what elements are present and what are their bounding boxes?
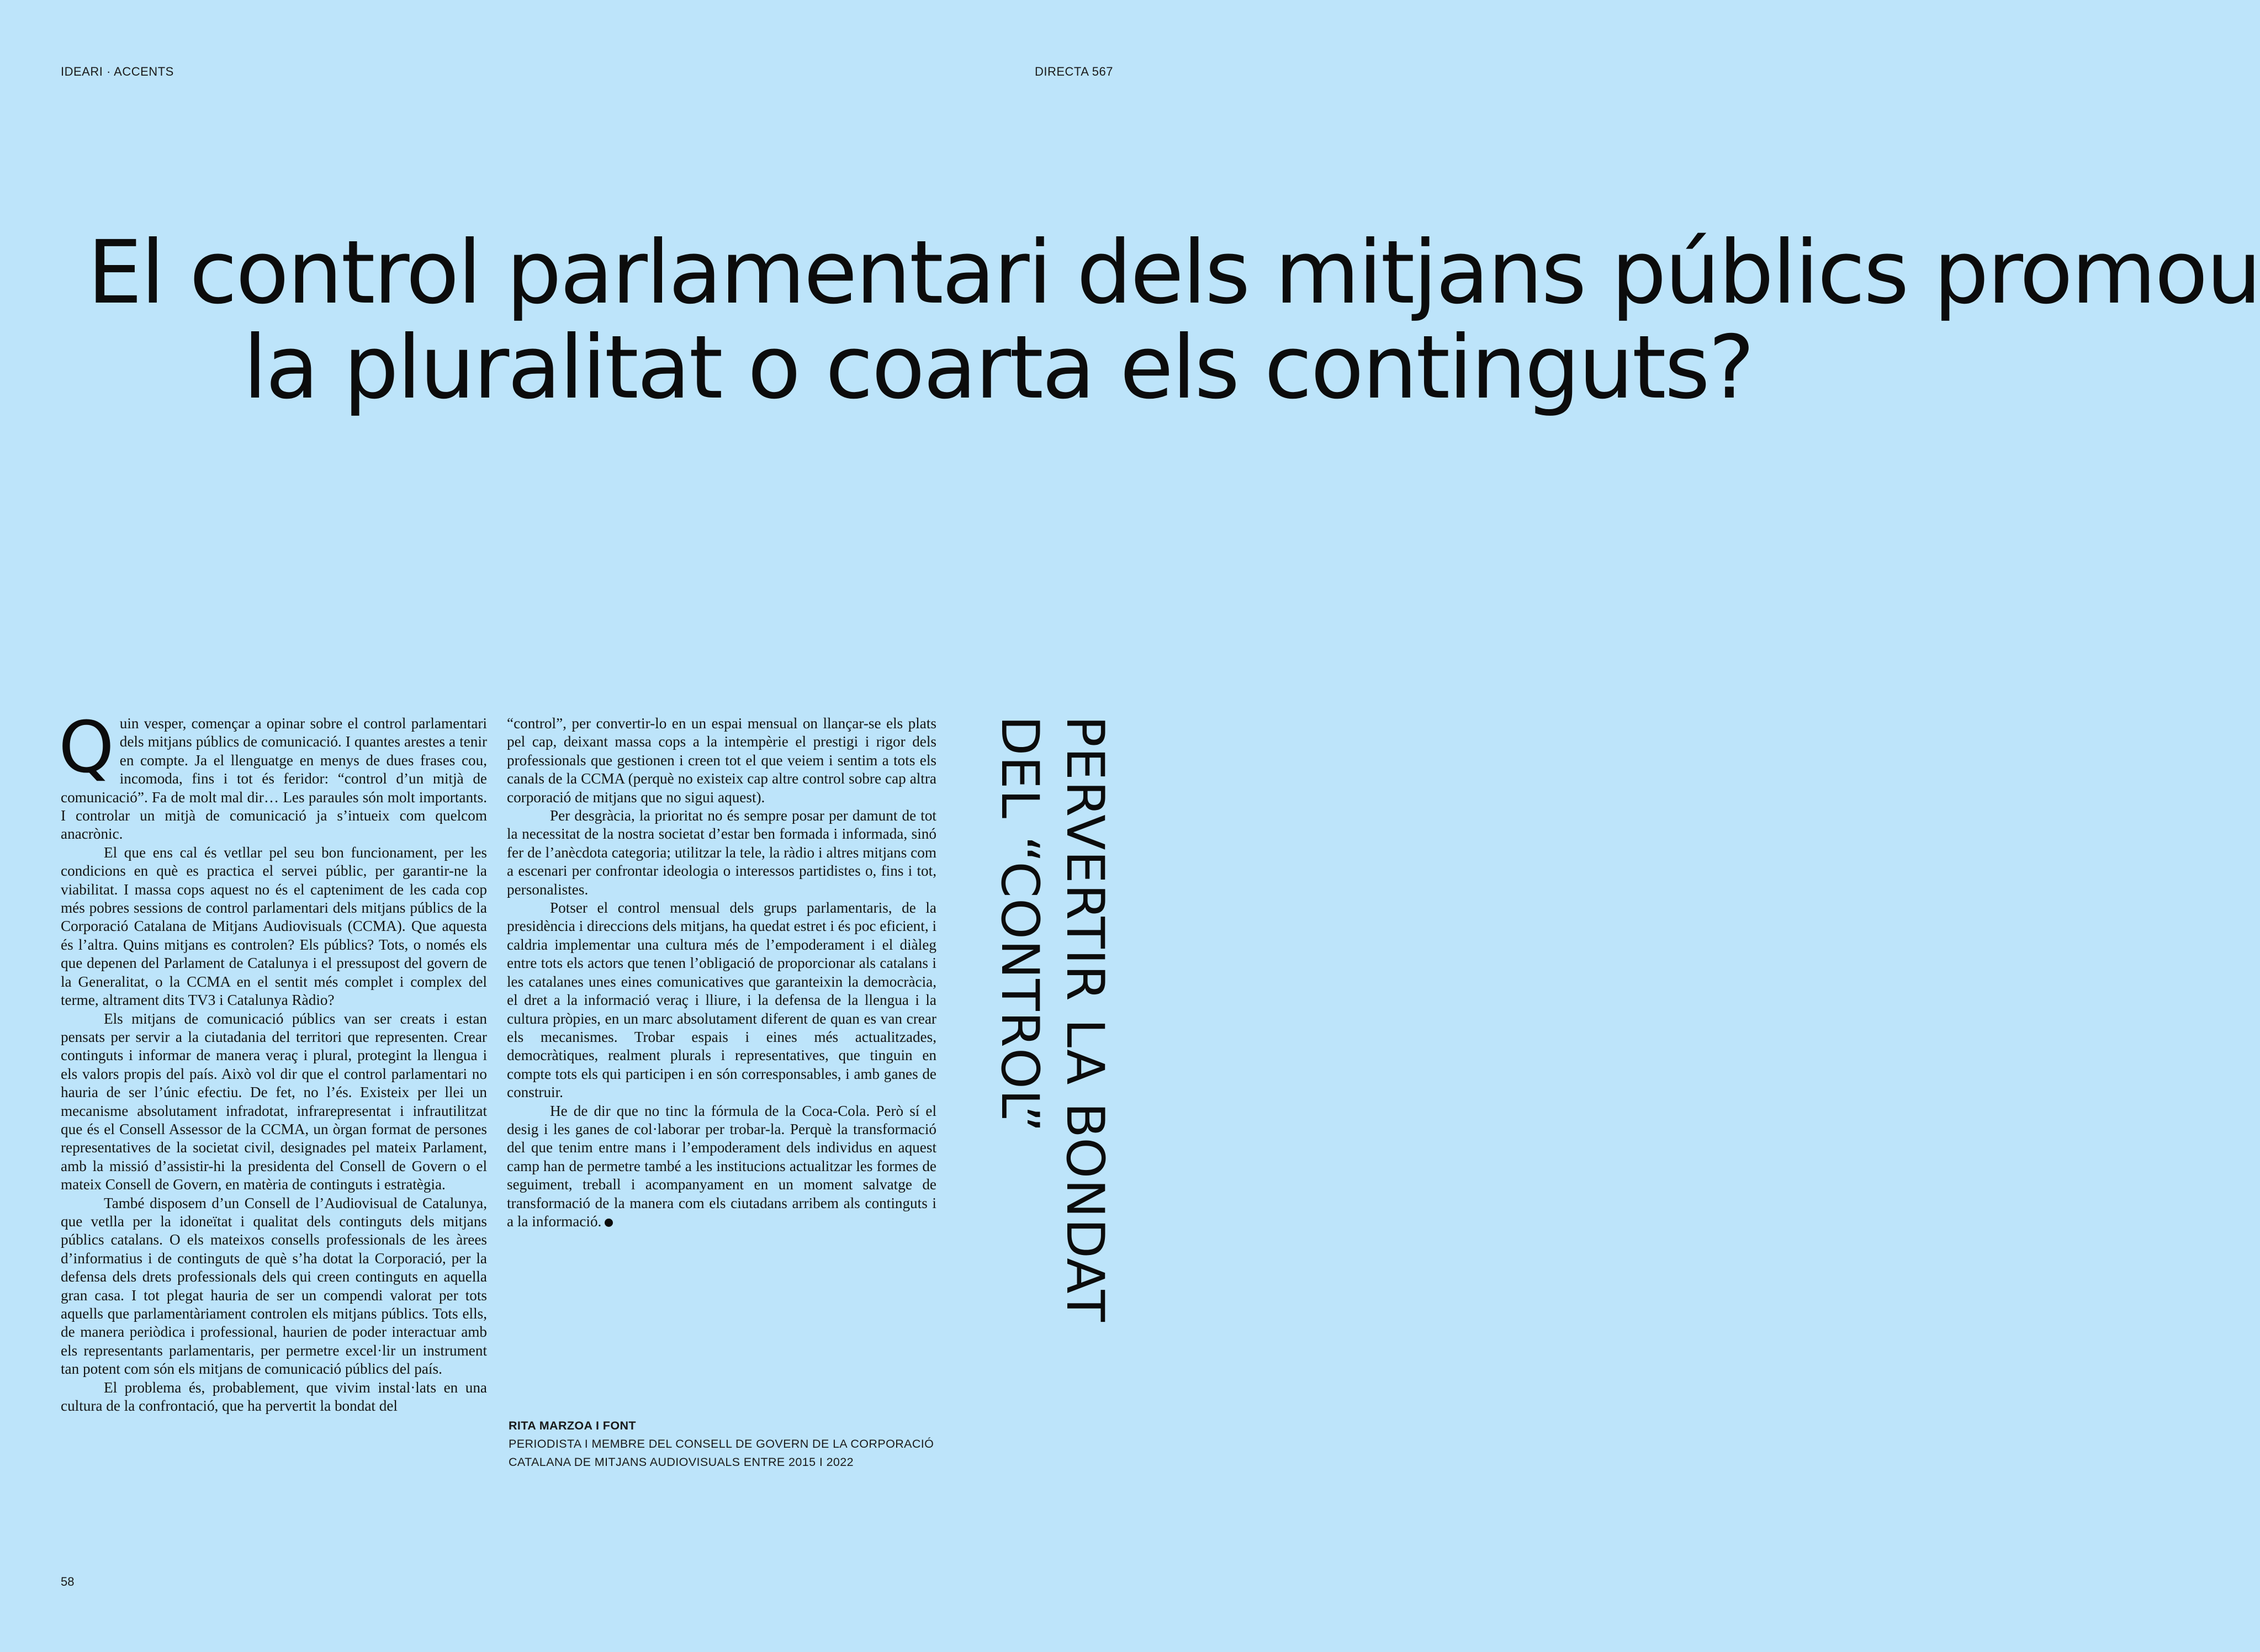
article-paragraph — [59, 707, 487, 844]
issue-label: DIRECTA 567 — [1034, 65, 1113, 78]
article-column-2 — [507, 714, 936, 1231]
paragraph-text: uin vesper, començar a opinar sobre el control parlamentari dels mitjans públics de comunicació. I quantes arestes a tenir en compte. Ja el llenguatge en menys de dues frases cou, incomoda, fins i tot és feridor: “control d’un mitjà de comunicació”. Fa de molt mal dir… Les paraules són molt importants. I controlar un mitjà de comunicació ja s’intueix com quelcom anacrònic. — [61, 715, 487, 843]
headline-line-1: El control parlamentari dels mitjans públics promou — [87, 221, 2260, 324]
pullquote-text — [987, 716, 1117, 1384]
article-paragraph: El que ens cal és vetllar pel seu bon funcionament, per les condicions en què es practica el servei públic, per garantir-ne la viabilitat. I massa cops aquest no és el capteniment de les cada cop més pobres sessions de control parlamentari dels mitjans públics de la Corporació Catalana de Mitjans Audiovisuals (CCMA). Que aquesta és l’altra. Quins mitjans es controlen? Els públics? Tots, o només els que depenen del Parlament de Catalunya i el pressupost del govern de la Generalitat, o la CCMA en el sentit més complet i complex del terme, altrament dits TV3 i Catalunya Ràdio? — [61, 844, 487, 1009]
author-role-line-1: PERIODISTA I MEMBRE DEL CONSELL DE GOVERN DE LA CORPORACIÓ — [509, 1437, 934, 1450]
article-paragraph: Per desgràcia, la prioritat no és sempre posar per damunt de tot la necessitat de la nostra societat d’estar ben formada i informada, sinó fer de l’anècdota categoria; utilitzar la tele, la ràdio i altres mitjans com a escenari per confrontar ideologia o interessos partidistes o, fins i tot, personalistes. — [507, 807, 936, 898]
article-paragraph — [507, 1102, 936, 1231]
drop-cap: Q — [59, 707, 114, 789]
headline-line-2: la pluralitat o coarta els continguts? — [243, 316, 1753, 419]
article-column-1 — [59, 707, 487, 1415]
article-paragraph: El problema és, probablement, que vivim instal·lats en una cultura de la confrontació, que ha pervertit la bondat del — [61, 1379, 487, 1415]
article-paragraph: Potser el control mensual dels grups parlamentaris, de la presidència i direccions dels mitjans, ha quedat estret i és poc eficient, i caldria implementar una cultura més de l’empoderament i el diàleg entre tots els actors que tenen l’obligació de proporcionar als catalans i les catalanes unes eines comunicatives que garanteixin la democràcia, el dret a la informació veraç i lliure, i la defensa de la llengua i la cultura pròpies, en un marc absolutament diferent de quan es van crear els mecanismes. Trobar espais i eines més actualitzades, democràtiques, realment plurals i representatives, que tinguin en compte tots els qui participen i en són corresponsables, i amb ganes de construir. — [507, 899, 936, 1101]
pullquote — [987, 716, 1117, 1384]
paragraph-text: He de dir que no tinc la fórmula de la Coca-Cola. Però sí el desig i les ganes de col·laborar per trobar-la. Perquè la transformació del que tenim entre mans i l’empoderament dels individus en aquest camp han de permetre també a les institucions actualitzar les formes de seguiment, treball i acompanyament en un moment salvatge de transformació de la manera com els ciutadans arribem als continguts i a la informació. — [507, 1102, 936, 1230]
article-paragraph: Els mitjans de comunicació públics van ser creats i estan pensats per servir a la ciutadania del territori que representen. Crear continguts i informar de manera veraç i plural, protegint la llengua i els valors propis del país. Això vol dir que el control parlamentari no hauria de ser l’únic efectiu. De fet, no l’és. Existeix per llei un mecanisme absolutament infradotat, infrarepresentat i infrautilitzat que és el Consell Assessor de la CCMA, un òrgan format de persones representatives de la societat civil, designades pel mateix Parlament, amb la missió d’assistir-hi la presidenta del Consell de Govern o el mateix Consell de Govern, en matèria de continguts i estratègia. — [61, 1010, 487, 1193]
headline — [0, 221, 2260, 423]
author-name: RITA MARZOA I FONT — [509, 1419, 636, 1432]
end-mark-icon — [605, 1219, 613, 1227]
article-paragraph: També disposem d’un Consell de l’Audiovisual de Catalunya, que vetlla per la idoneïtat i qualitat dels continguts dels mitjans públics catalans. O els mateixos consells professionals de les àrees d’informatius i de continguts de què s’ha dotat la Corporació, per la defensa dels drets professionals dels qui creen continguts en aquella gran casa. I tot plegat hauria de ser un compendi valorat per tots aquells que parlamentàriament controlen els mitjans públics. Tots ells, de manera periòdica i professional, haurien de poder interactuar amb els representants parlamentaris, per permetre excel·lir un instrument tan potent com són els mitjans de comunicació públics del país. — [61, 1194, 487, 1378]
page-number: 58 — [61, 1575, 75, 1589]
author-role-line-2: CATALANA DE MITJANS AUDIOVISUALS ENTRE 2015 I 2022 — [509, 1455, 854, 1469]
byline — [509, 1417, 983, 1471]
pullquote-line-1: PERVERTIR LA BONDAT — [1055, 716, 1115, 1322]
pullquote-line-2: DEL “CONTROL” — [989, 716, 1050, 1133]
section-label: IDEARI · ACCENTS — [61, 65, 174, 78]
article-paragraph: “control”, per convertir-lo en un espai mensual on llançar-se els plats pel cap, deixant massa cops a la intempèrie el prestigi i rigor dels professionals que gestionen i creen tot el que veiem i sentim a tots els canals de la CCMA (perquè no existeix cap altre control sobre cap altra corporació de mitjans que no sigui aquest). — [507, 715, 936, 806]
